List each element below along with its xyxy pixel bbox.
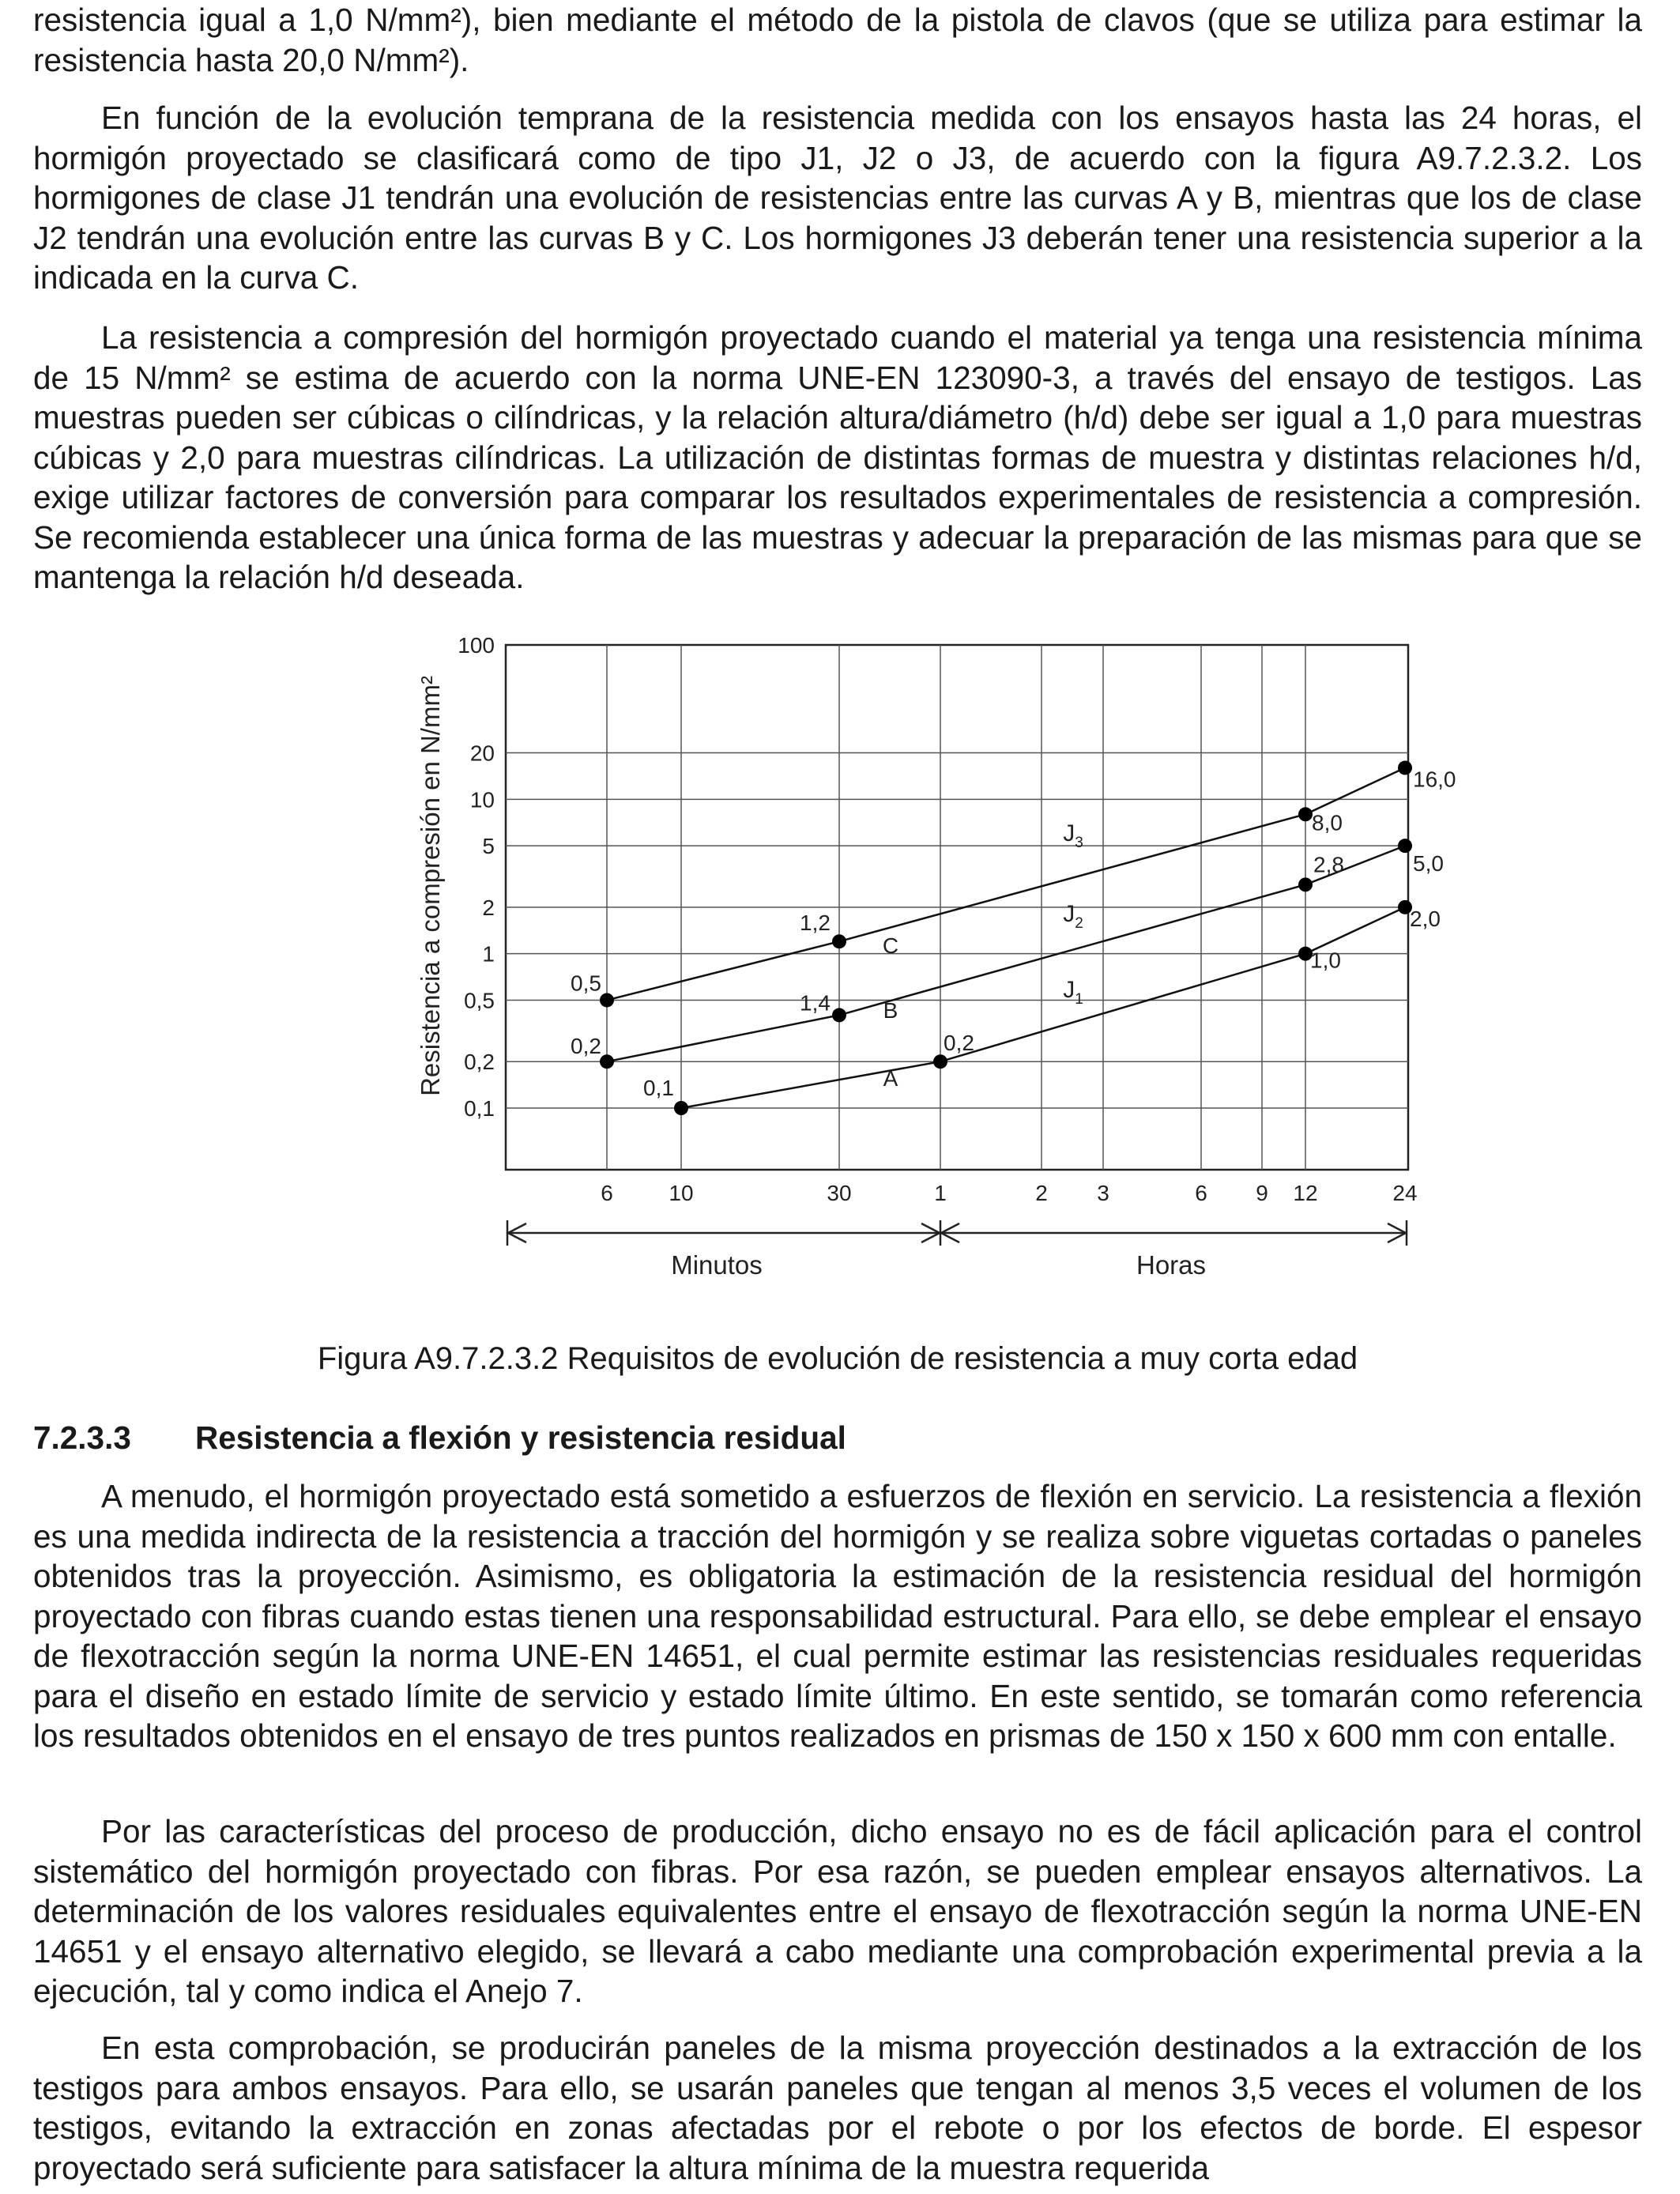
paragraph-3: La resistencia a compresión del hormigón proyectado cuando el material ya tenga una resistencia mínima de 15 N/mm² se estima de acuerdo con la norma UNE-EN 123090-3, a través del ensayo de testigos. Las muestras pueden ser cúbicas o cilíndricas, y la relación altura/diámetro (h/d) debe ser igual a 1,0 para muestras cúbicas y 2,0 para muestras cilíndricas. La utilización de distintas formas de muestra y distintas relaciones h/d, exige utilizar factores de conversión para comparar los resultados experimentales de resistencia a compresión. Se recomienda establecer una única forma de las muestras y adecuar la preparación de las mismas para que se mantenga la relación h/d deseada.: [33, 319, 1642, 595]
paragraph-4: A menudo, el hormigón proyectado está sometido a esfuerzos de flexión en servicio. La resistencia a flexión es una medida indirecta de la resistencia a tracción del hormigón y se realiza sobre viguetas cortadas o paneles obtenidos tras la proyección. Asimismo, es obligatoria la estimación de la resistencia residual del hormigón proyectado con fibras cuando estas tienen una responsabilidad estructural. Para ello, se debe emplear el ensayo de flexotracción según la norma UNE-EN 14651, el cual permite estimar las resistencias residuales requeridas para el diseño en estado límite de servicio y estado límite último. En este sentido, se tomarán como referencia los resultados obtenidos en el ensayo de tres puntos realizados en prismas de 150 x 150 x 600 mm con entalle.: [33, 1478, 1642, 1754]
series-label-B: B: [883, 998, 898, 1023]
data-value-label: 0,1: [643, 1076, 674, 1100]
data-point-A: [674, 1101, 688, 1115]
x-tick-label: 6: [601, 1181, 613, 1205]
x-group-label-hours: Horas: [1136, 1250, 1207, 1280]
x-tick-label: 24: [1392, 1181, 1418, 1205]
x-tick-label: 30: [827, 1181, 852, 1205]
series-line-C: [607, 767, 1405, 1000]
y-tick-label: 0,5: [464, 988, 495, 1013]
data-point-B: [1298, 877, 1313, 892]
data-point-C: [600, 993, 614, 1007]
x-tick-label: 12: [1293, 1181, 1318, 1205]
section-number: 7.2.3.3: [33, 1419, 131, 1456]
data-value-label: 5,0: [1413, 851, 1444, 876]
data-value-label: 0,2: [571, 1034, 601, 1059]
data-value-label: 16,0: [1413, 767, 1456, 792]
data-value-label: 2,8: [1313, 852, 1344, 877]
x-tick-label: 3: [1097, 1181, 1109, 1205]
y-tick-label: 100: [458, 633, 495, 658]
series-line-A: [681, 907, 1405, 1108]
figure-caption: Figura A9.7.2.3.2 Requisitos de evolución de resistencia a muy corta edad: [317, 1341, 1358, 1376]
zone-label-subscript: 1: [1075, 991, 1083, 1008]
x-tick-label: 2: [1035, 1181, 1048, 1205]
y-tick-label: 0,2: [464, 1050, 495, 1075]
data-point-B: [832, 1008, 846, 1022]
series-label-C: C: [882, 933, 899, 958]
paragraph-5: Por las características del proceso de producción, dicho ensayo no es de fácil aplicación para el control sistemático del hormigón proyectado con fibras. Por esa razón, se pueden emplear ensayos alternativos. La determinación de los valores residuales equivalentes entre el ensayo de flexotracción según la norma UNE-EN 14651 y el ensayo alternativo elegido, se llevará a cabo mediante una comprobación experimental previa a la ejecución, tal y como indica el Anejo 7.: [33, 1813, 1642, 2009]
x-tick-label: 10: [669, 1181, 694, 1205]
data-value-label: 0,5: [571, 971, 601, 996]
strength-evolution-chart: [33, 618, 1642, 1393]
data-value-label: 1,4: [800, 990, 831, 1016]
data-value-label: 0,2: [944, 1031, 974, 1056]
data-point-C: [1398, 760, 1412, 775]
strength-evolution-figure: [33, 618, 1642, 1393]
series-label-A: A: [883, 1066, 898, 1091]
y-tick-label: 0,1: [464, 1096, 495, 1121]
paragraph-6: En esta comprobación, se producirán paneles de la misma proyección destinados a la extracción de los testigos para ambos ensayos. Para ello, se usarán paneles que tengan al menos 3,5 veces el volumen de los testigos, evitando la extracción en zonas afectadas por el rebote o por los efectos de borde. El espesor proyectado será suficiente para satisfacer la altura mínima de la muestra requerida: [33, 2030, 1642, 2186]
x-group-label-minutes: Minutos: [671, 1250, 763, 1280]
zone-label-j3: $J_3$: [1063, 820, 1083, 851]
zone-label-subscript: 2: [1075, 915, 1083, 932]
y-tick-label: 5: [482, 834, 495, 859]
x-tick-label: 9: [1256, 1181, 1268, 1205]
data-point-B: [1398, 839, 1412, 853]
data-point-C: [1298, 807, 1313, 821]
y-tick-label: 20: [469, 741, 495, 766]
section-heading: [33, 1418, 846, 1457]
y-tick-label: 2: [482, 895, 495, 920]
zone-label-subscript: 3: [1075, 835, 1083, 851]
y-axis-label: Resistencia a compresión en N/mm²: [416, 676, 445, 1096]
zone-label-j1: $J_1$: [1063, 977, 1083, 1008]
data-value-label: 1,2: [800, 910, 831, 936]
paragraph-2: En función de la evolución temprana de la resistencia medida con los ensayos hasta las 24 horas, el hormigón proyectado se clasificará como de tipo J1, J2 o J3, de acuerdo con la figura A9.7.2.3.2. Los hormigones de clase J1 tendrán una evolución de resistencias entre las curvas A y B, mientras que los de clase J2 tendrán una evolución entre las curvas B y C. Los hormigones J3 deberán tener una resistencia superior a la indicada en la curva C.: [33, 100, 1642, 296]
y-tick-label: 1: [482, 941, 495, 967]
data-point-A: [933, 1054, 947, 1069]
x-tick-label: 1: [934, 1181, 947, 1205]
y-tick-label: 10: [469, 787, 495, 812]
data-point-C: [832, 934, 846, 948]
x-tick-label: 6: [1195, 1181, 1207, 1205]
data-value-label: 2,0: [1410, 906, 1441, 931]
zone-label-j2: $J_2$: [1063, 901, 1083, 932]
data-value-label: 1,0: [1310, 948, 1341, 973]
section-title: Resistencia a flexión y resistencia residual: [195, 1419, 846, 1456]
paragraph-1: resistencia igual a 1,0 N/mm²), bien mediante el método de la pistola de clavos (que se utiliza para estimar la resistencia hasta 20,0 N/mm²).: [33, 2, 1642, 78]
data-point-B: [600, 1054, 614, 1069]
data-value-label: 8,0: [1312, 810, 1343, 835]
